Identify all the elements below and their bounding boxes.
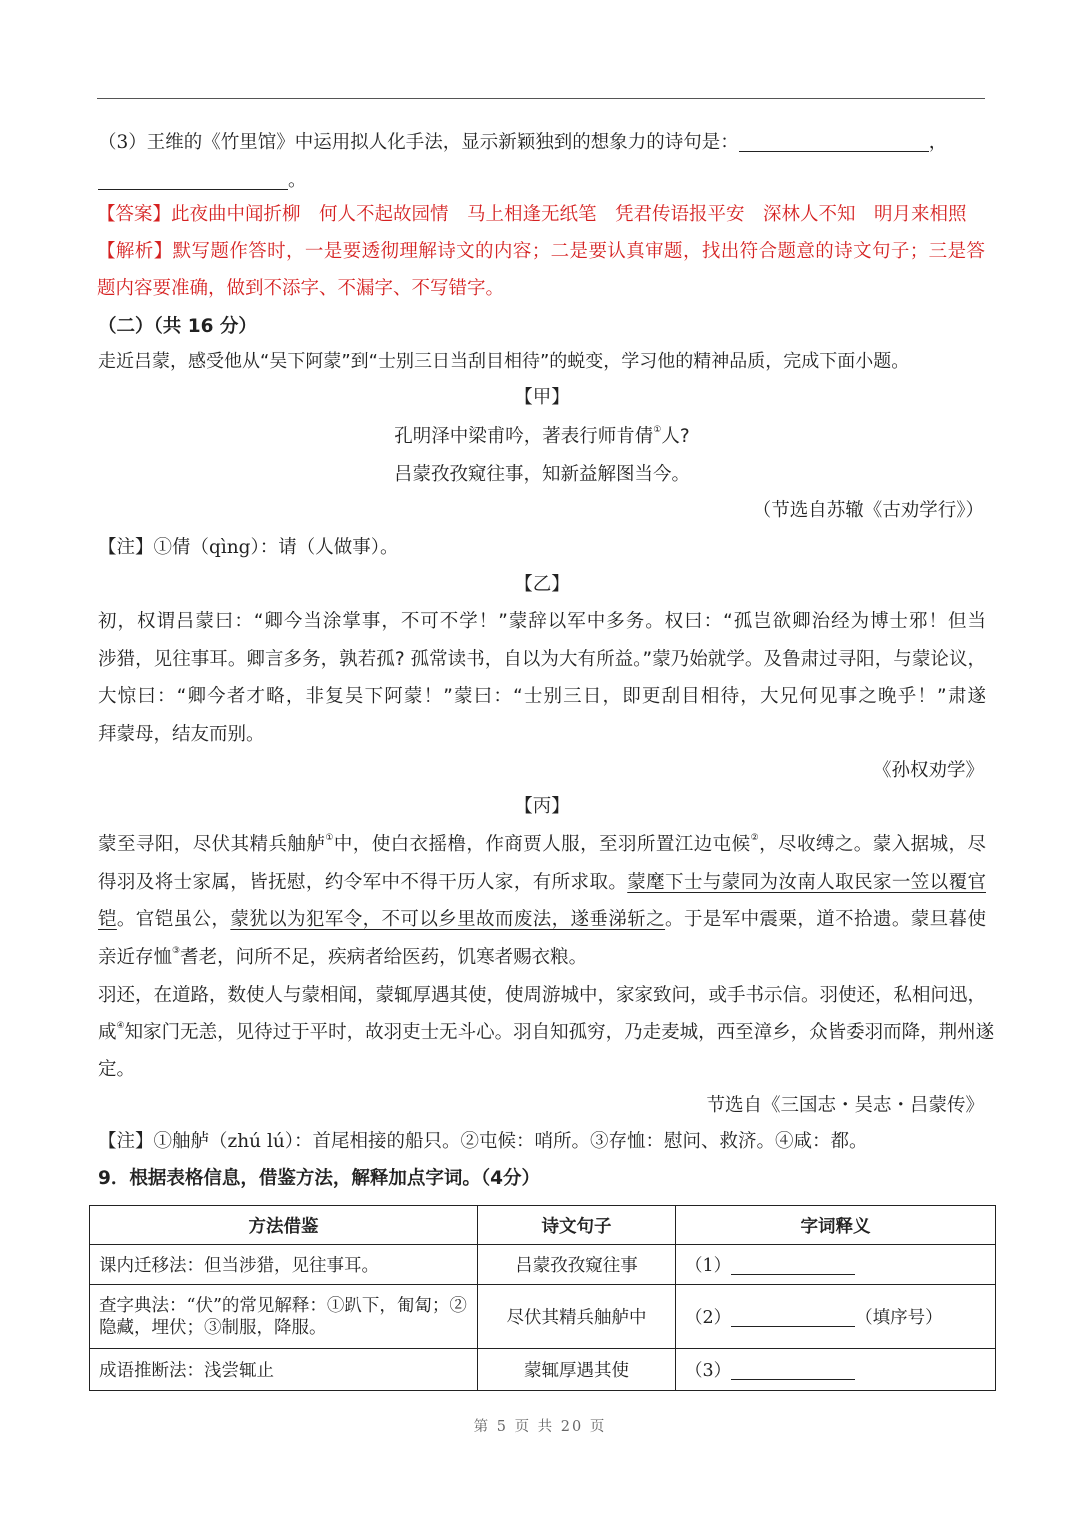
footnote-marker: ① xyxy=(325,833,334,843)
answer-suffix: （填序号） xyxy=(855,1308,943,1328)
underlined-sentence-1: 蒙麾下士与蒙同为汝南人取民家一笠以覆官 xyxy=(627,872,986,893)
q3-blank-2[interactable] xyxy=(98,169,288,190)
yi-line-2: 涉猎，见往事耳。卿言多务，孰若孤? 孤常读书，自以为大有所益。”蒙乃始就学。及鲁肃过寻阳，与蒙论议， xyxy=(98,649,986,670)
analysis-label: 【解析】 xyxy=(97,241,173,262)
bing-l2-a: 得羽及将士家属，皆抚慰，约令军中不得干历人家，有所求取。 xyxy=(98,872,628,893)
method-cell: 查字典法：“伏”的常见解释：①趴下，匍匐；②隐藏，埋伏；③制服，降服。 xyxy=(90,1285,478,1349)
underlined-sentence-1-end: 铠 xyxy=(98,909,117,930)
bing-note: 【注】①舳舻（zhú lú）：首尾相接的船只。②屯候：哨所。③存恤：慰问、救济。④咸：都。 xyxy=(98,1131,868,1152)
bing-l3-a: 。官铠虽公， xyxy=(116,909,231,930)
bing-l6-a: 咸 xyxy=(98,1022,117,1043)
jia-title: 【甲】 xyxy=(514,387,570,408)
footnote-marker: ③ xyxy=(172,946,181,956)
table-header-row xyxy=(90,1206,996,1245)
header-rule xyxy=(97,98,985,99)
q9-title: 9．根据表格信息，借鉴方法，解释加点字词。（4分） xyxy=(98,1168,540,1189)
analysis-line-2: 题内容要准确，做到不添字、不漏字、不写错字。 xyxy=(97,278,505,299)
bing-line-2 xyxy=(98,868,986,898)
bing-l4-a: 亲近存恤 xyxy=(98,947,173,968)
bing-line-3 xyxy=(98,905,986,935)
yi-source: 《孙权劝学》 xyxy=(872,760,984,781)
section-intro: 走近吕蒙，感受他从“吴下阿蒙”到“士别三日当刮目相待”的蜕变，学习他的精神品质，完成下面小题。 xyxy=(98,351,910,372)
bing-l1-b: 中，使白衣摇橹，作商贾人服，至羽所置江边屯候 xyxy=(333,834,751,855)
q3-line-2 xyxy=(98,166,986,196)
sentence-cell: 尽伏其精兵舳舻中 xyxy=(478,1285,676,1349)
underlined-sentence-2: 蒙犹以为犯军令，不可以乡里故而废法，遂垂涕斩之 xyxy=(230,909,666,930)
table-header: 诗文句子 xyxy=(478,1206,676,1245)
answer-cell xyxy=(676,1245,996,1285)
table-header: 方法借鉴 xyxy=(90,1206,478,1245)
table-header: 字词释义 xyxy=(676,1206,996,1245)
jia-line-1-end: 人? xyxy=(661,426,690,447)
answer-text: 此夜曲中闻折柳 何人不起故园情 马上相逢无纸笔 凭君传语报平安 深林人不知 明月来相照 xyxy=(171,204,967,225)
answer-number: （2） xyxy=(685,1308,732,1328)
jia-line-2: 吕蒙孜孜窥往事，知新益解图当今。 xyxy=(393,464,690,485)
q3-line xyxy=(98,128,986,158)
bing-l3-b: 。于是军中震栗，道不拾遗。蒙旦暮使 xyxy=(665,909,986,930)
method-cell: 课内迁移法：但当涉猎，见往事耳。 xyxy=(90,1245,478,1285)
footnote-marker: ④ xyxy=(116,1021,125,1031)
answer-line xyxy=(97,200,985,230)
bing-title: 【丙】 xyxy=(514,796,570,817)
bing-l1-c: ，尽收缚之。蒙入据城，尽 xyxy=(759,834,986,855)
q3-period: 。 xyxy=(288,170,307,191)
q9-table xyxy=(89,1205,996,1391)
bing-line-4 xyxy=(98,943,986,973)
yi-line-3: 大惊曰：“卿今者才略，非复吴下阿蒙！”蒙曰：“士别三日，即更刮目相待，大兄何见事之晚乎！”肃遂 xyxy=(98,686,986,707)
answer-blank-2[interactable] xyxy=(731,1306,855,1327)
answer-number: （3） xyxy=(685,1361,732,1381)
bing-line-1 xyxy=(98,830,986,860)
jia-line-1 xyxy=(98,422,986,452)
bing-line-7: 定。 xyxy=(98,1059,136,1080)
bing-line-6 xyxy=(98,1018,995,1048)
yi-line-1: 初，权谓吕蒙曰：“卿今当涂掌事，不可不学！”蒙辞以军中多务。权曰：“孤岂欲卿治经为博士邪！但当 xyxy=(98,611,986,632)
footnote-marker: ② xyxy=(750,833,760,843)
sentence-cell: 吕蒙孜孜窥往事 xyxy=(478,1245,676,1285)
answer-blank-1[interactable] xyxy=(731,1254,855,1275)
q3-blank-1[interactable] xyxy=(739,131,929,152)
bing-l4-b: 耆老，问所不足，疾病者给医药，饥寒者赐衣粮。 xyxy=(180,947,588,968)
table-row xyxy=(90,1349,996,1391)
jia-note: 【注】①倩（qìng）：请（人做事）。 xyxy=(98,537,399,558)
bing-source: 节选自《三国志・吴志・吕蒙传》 xyxy=(706,1095,984,1116)
jia-source: （节选自苏辙《古劝学行》） xyxy=(752,500,984,521)
answer-label: 【答案】 xyxy=(97,204,172,225)
answer-cell xyxy=(676,1285,996,1349)
answer-blank-3[interactable] xyxy=(731,1359,855,1380)
method-cell: 成语推断法：浅尝辄止 xyxy=(90,1349,478,1391)
footnote-marker: ① xyxy=(653,425,662,435)
q3-comma: ， xyxy=(928,132,948,153)
table-row xyxy=(90,1245,996,1285)
jia-line-1-text: 孔明泽中梁甫吟，著表行师肯倩 xyxy=(394,426,654,447)
yi-title: 【乙】 xyxy=(514,574,570,595)
yi-line-4: 拜蒙母，结友而别。 xyxy=(98,724,265,745)
answer-number: （1） xyxy=(685,1256,732,1276)
section-heading: （二）（共 16 分） xyxy=(98,316,257,337)
q3-prompt: （3）王维的《竹里馆》中运用拟人化手法，显示新颖独到的想象力的诗句是： xyxy=(98,132,739,153)
sentence-cell: 蒙辄厚遇其使 xyxy=(478,1349,676,1391)
page-footer: 第 5 页 共 20 页 xyxy=(473,1419,607,1435)
bing-l1-a: 蒙至寻阳，尽伏其精兵舳舻 xyxy=(98,834,326,855)
table-row xyxy=(90,1285,996,1349)
analysis-text-1: 默写题作答时，一是要透彻理解诗文的内容；二是要认真审题，找出符合题意的诗文句子；三是答 xyxy=(172,241,985,262)
bing-line-5: 羽还，在道路，数使人与蒙相闻，蒙辄厚遇其使，使周游城中，家家致问，或手书示信。羽使还，私相问迅， xyxy=(98,985,987,1006)
analysis-line-1 xyxy=(97,237,985,267)
bing-l6-b: 知家门无恙，见待过于平时，故羽吏士无斗心。羽自知孤穷，乃走麦城，西至漳乡，众皆委羽而降，荆州遂 xyxy=(124,1022,995,1043)
answer-cell xyxy=(676,1349,996,1391)
